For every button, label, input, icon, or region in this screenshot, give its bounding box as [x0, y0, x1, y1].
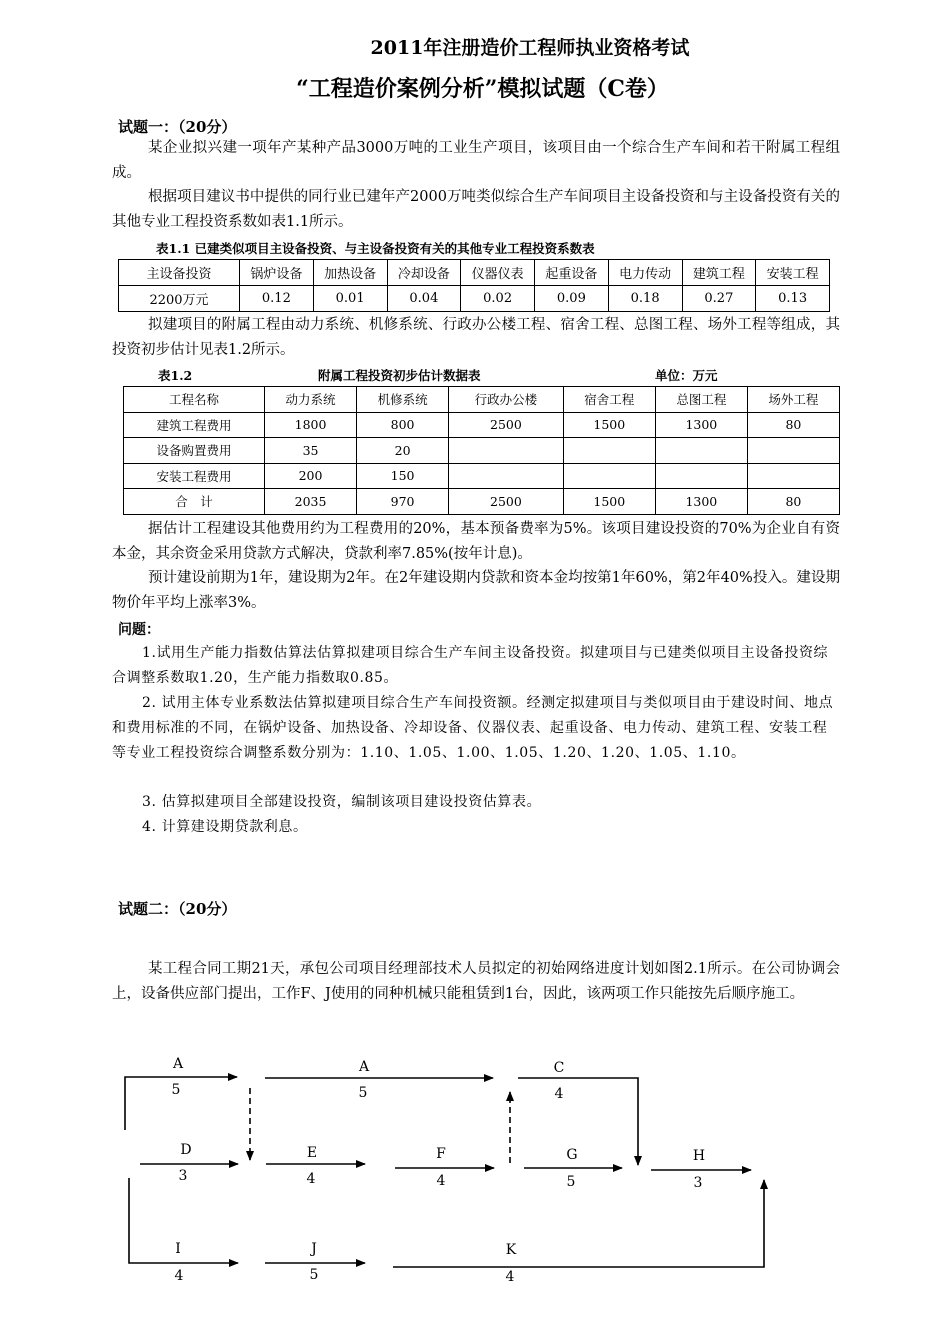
q1-paragraph-1: 某企业拟兴建一项年产某种产品3000万吨的工业生产项目，该项目由一个综合生产车间和若干附属工程组成。 — [112, 140, 840, 181]
label-activity-k: K — [505, 1242, 517, 1258]
table-header-cell: 电力传动 — [608, 260, 682, 286]
q1-paragraph-4: 据估计工程建设其他费用约为工程费用的20%，基本预备费率为5%。该项目建设投资的70%为企业自有资本金，其余资金采用贷款方式解决，贷款利率7.85%(按年计息)。 — [112, 521, 840, 562]
label-activity-i: I — [175, 1241, 181, 1257]
label-activity-g: G — [566, 1147, 578, 1163]
duration-activity-h: 3 — [693, 1175, 703, 1191]
table-cell: 合 计 — [124, 489, 265, 515]
table-header-cell: 行政办公楼 — [449, 387, 564, 413]
table-header-cell: 动力系统 — [265, 387, 357, 413]
table-cell: 2200万元 — [119, 286, 240, 312]
duration-activity-g: 5 — [566, 1174, 576, 1190]
table2-caption-number: 表1.2 — [158, 368, 193, 383]
question-1-heading: 试题一：（20分） — [118, 118, 237, 136]
table-cell: 0.27 — [682, 286, 756, 312]
table-cell: 1800 — [265, 412, 357, 438]
duration-activity-i: 4 — [174, 1268, 184, 1284]
label-activity-a2: A — [358, 1059, 370, 1075]
arrow-activity-a1 — [125, 1077, 237, 1130]
q2-paragraph-1: 某工程合同工期21天，承包公司项目经理部技术人员拟定的初始网络进度计划如图2.1所示。在公司协调会上，设备供应部门提出，工作F、J使用的同种机械只能租赁到1台，因此，该两项工作只能按先后顺序施工。 — [112, 961, 840, 1002]
table-cell: 0.02 — [461, 286, 535, 312]
question-2: 2. 试用主体专业系数法估算拟建项目综合生产车间投资额。经测定拟建项目与类似项目由于建设时间、地点和费用标准的不同，在锅炉设备、加热设备、冷却设备、仪器仪表、起重设备、电力传动、建筑工程、安装工程等专业工程投资综合调整系数分别为：1.10、1.05、1.00、1.05、1.20、1.20、1.05、1.10。 — [112, 695, 834, 761]
duration-activity-f: 4 — [436, 1173, 446, 1189]
table-header-cell: 工程名称 — [124, 387, 265, 413]
label-activity-e: E — [306, 1145, 318, 1161]
table-header-cell: 安装工程 — [756, 260, 830, 286]
arrow-activity-i — [129, 1178, 238, 1263]
duration-activity-j: 5 — [309, 1267, 319, 1283]
table-header-cell: 宿舍工程 — [563, 387, 655, 413]
table1-caption: 表1.1 已建类似项目主设备投资、与主设备投资有关的其他专业工程投资系数表 — [156, 241, 595, 256]
table-cell: 1500 — [563, 489, 655, 515]
table-cell: 2500 — [449, 412, 564, 438]
table-cell: 800 — [357, 412, 449, 438]
table-cell: 970 — [357, 489, 449, 515]
table-cell: 建筑工程费用 — [124, 412, 265, 438]
q1-paragraph-2: 根据项目建议书中提供的同行业已建年产2000万吨类似综合生产车间项目主设备投资和与主设备投资有关的其他专业工程投资系数如表1.1所示。 — [112, 189, 840, 230]
table-cell: 0.13 — [756, 286, 830, 312]
table-cell: 200 — [265, 463, 357, 489]
table-header-cell: 起重设备 — [535, 260, 609, 286]
exam-title: 2011年注册造价工程师执业资格考试 — [370, 37, 690, 59]
duration-activity-k: 4 — [505, 1269, 515, 1285]
table-cell: 0.09 — [535, 286, 609, 312]
table-cell: 150 — [357, 463, 449, 489]
label-activity-a1: A — [172, 1056, 184, 1072]
table-cell: 2500 — [449, 489, 564, 515]
duration-activity-a1: 5 — [171, 1082, 181, 1098]
table-header-cell: 锅炉设备 — [240, 260, 314, 286]
arrow-activity-k — [393, 1180, 764, 1267]
label-activity-j: J — [311, 1241, 317, 1257]
table-header-cell: 仪器仪表 — [461, 260, 535, 286]
q1-paragraph-3: 拟建项目的附属工程由动力系统、机修系统、行政办公楼工程、宿舍工程、总图工程、场外工程等组成，其投资初步估计见表1.2所示。 — [112, 317, 840, 358]
table2-caption-title: 附属工程投资初步估计数据表 — [318, 368, 481, 383]
question-2-heading: 试题二：（20分） — [118, 900, 237, 918]
table-header-cell: 主设备投资 — [119, 260, 240, 286]
table-header-cell: 加热设备 — [313, 260, 387, 286]
table-cell: 1300 — [655, 412, 747, 438]
q1-paragraph-5: 预计建设前期为1年，建设期为2年。在2年建设期内贷款和资本金均按第1年60%，第2年40%投入。建设期物价年平均上涨率3%。 — [112, 570, 840, 611]
questions-label: 问题： — [118, 622, 160, 638]
table-cell: 0.01 — [313, 286, 387, 312]
question-1: 1.试用生产能力指数估算法估算拟建项目综合生产车间主设备投资。拟建项目与已建类似项目主设备投资综合调整系数取1.20，生产能力指数取0.85。 — [112, 645, 829, 686]
label-activity-d: D — [180, 1142, 192, 1158]
table-cell: 0.18 — [608, 286, 682, 312]
table-cell: 20 — [357, 438, 449, 464]
question-4: 4. 计算建设期贷款利息。 — [142, 819, 308, 835]
table-cell: 2035 — [265, 489, 357, 515]
label-activity-c: C — [553, 1060, 565, 1076]
table-cell: 1500 — [563, 412, 655, 438]
duration-activity-e: 4 — [306, 1171, 316, 1187]
table-cell: 35 — [265, 438, 357, 464]
label-activity-h: H — [692, 1148, 706, 1164]
label-activity-f: F — [436, 1146, 446, 1162]
arrow-activity-c — [518, 1078, 638, 1165]
table-cell: 安装工程费用 — [124, 463, 265, 489]
question-3: 3. 估算拟建项目全部建设投资，编制该项目建设投资估算表。 — [142, 794, 542, 810]
table-cell: 0.12 — [240, 286, 314, 312]
duration-activity-d: 3 — [178, 1168, 188, 1184]
table-header-cell: 冷却设备 — [387, 260, 461, 286]
table-cell: 0.04 — [387, 286, 461, 312]
table-cell: 80 — [747, 412, 839, 438]
table-header-cell: 场外工程 — [747, 387, 839, 413]
table-cell: 80 — [747, 489, 839, 515]
table-header-cell: 总图工程 — [655, 387, 747, 413]
exam-subtitle: “工程造价案例分析”模拟试题（C卷） — [296, 76, 669, 102]
table-header-cell: 建筑工程 — [682, 260, 756, 286]
table-header-cell: 机修系统 — [357, 387, 449, 413]
duration-activity-c: 4 — [554, 1086, 564, 1102]
table2-caption-unit: 单位：万元 — [655, 368, 718, 383]
table-cell: 1300 — [655, 489, 747, 515]
table-cell: 设备购置费用 — [124, 438, 265, 464]
duration-activity-a2: 5 — [358, 1085, 368, 1101]
